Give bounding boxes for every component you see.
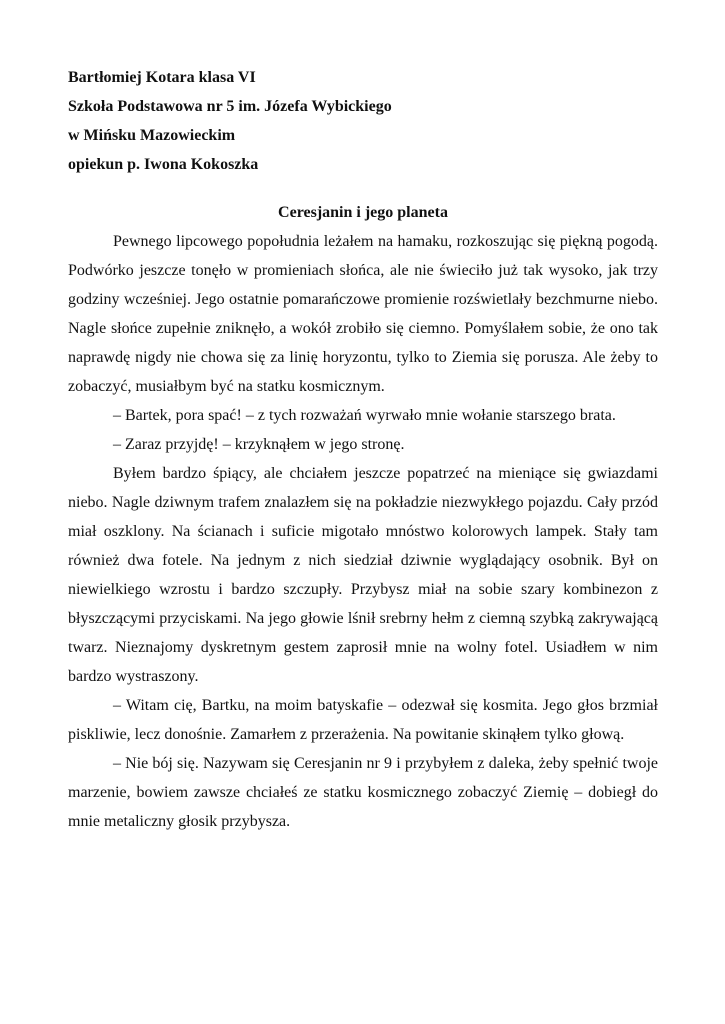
school-line: Szkoła Podstawowa nr 5 im. Józefa Wybickiego bbox=[68, 98, 392, 115]
document-page bbox=[68, 63, 658, 836]
town-line: w Mińsku Mazowieckim bbox=[68, 127, 236, 144]
teacher-line: opiekun p. Iwona Kokoszka bbox=[68, 156, 259, 173]
story-paragraph: – Bartek, pora spać! – z tych rozważań wyrwało mnie wołanie starszego brata. bbox=[113, 407, 616, 424]
story-paragraph: – Nie bój się. Nazywam się Ceresjanin nr 9 i przybyłem z daleka, żeby spełnić twoje marzenie, bowiem zawsze chciałeś ze statku kosmicznego zobaczyć Ziemię – dobiegł do mnie metaliczny głosik przybysza. bbox=[68, 755, 658, 830]
story-paragraph: – Zaraz przyjdę! – krzyknąłem w jego stronę. bbox=[113, 436, 405, 453]
story-paragraph: Byłem bardzo śpiący, ale chciałem jeszcze popatrzeć na mieniące się gwiazdami niebo. Nagle dziwnym trafem znalazłem się na pokładzie niezwykłego pojazdu. Cały przód miał oszklony. Na ścianach i suficie migotało mnóstwo kolorowych lampek. Stały tam również dwa fotele. Na jednym z nich siedział dziwnie wyglądający osobnik. Był on niewielkiego wzrostu i bardzo szczupły. Przybysz miał na sobie szary kombinezon z błyszczącymi przyciskami. Na jego głowie lśnił srebrny hełm z ciemną szybką zakrywającą twarz. Nieznajomy dyskretnym gestem zaprosił mnie na wolny fotel. Usiadłem w nim bardzo wystraszony. bbox=[68, 465, 658, 685]
story-paragraph: Pewnego lipcowego popołudnia leżałem na hamaku, rozkoszując się piękną pogodą. Podwórko jeszcze tonęło w promieniach słońca, ale nie świeciło już tak wysoko, jak trzy godziny wcześniej. Jego ostatnie pomarańczowe promienie rozświetlały bezchmurne niebo. Nagle słońce zupełnie zniknęło, a wokół zrobiło się ciemno. Pomyślałem sobie, że ono tak naprawdę nigdy nie chowa się za linię horyzontu, tylko to Ziemia się porusza. Ale żeby to zobaczyć, musiałbym być na statku kosmicznym. bbox=[68, 233, 658, 395]
story-title: Ceresjanin i jego planeta bbox=[278, 204, 448, 221]
author-line: Bartłomiej Kotara klasa VI bbox=[68, 69, 256, 86]
story-paragraph: – Witam cię, Bartku, na moim batyskafie – odezwał się kosmita. Jego głos brzmiał piskliwie, lecz donośnie. Zamarłem z przerażenia. Na powitanie skinąłem tylko głową. bbox=[68, 697, 658, 743]
